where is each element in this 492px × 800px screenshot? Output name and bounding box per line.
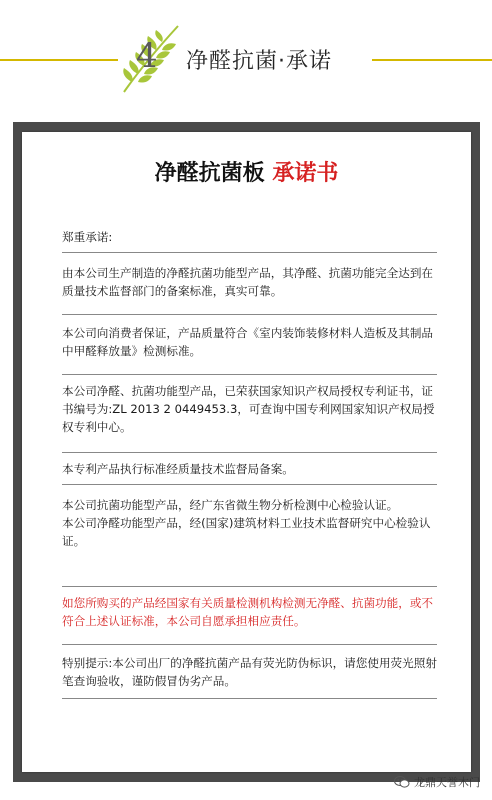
divider xyxy=(62,374,437,375)
header-divider-right xyxy=(372,59,492,61)
divider xyxy=(62,252,437,253)
paragraph-certification: 本公司抗菌功能型产品，经广东省微生物分析检测中心检验认证。 本公司净醛功能型产品，经(国家)建筑材料工业技术监督研究中心检验认证。 xyxy=(62,498,431,548)
watermark-text: 龙鼎天誉木门 xyxy=(414,776,480,789)
divider xyxy=(62,452,437,453)
paragraph-patent: 本公司净醛、抗菌功能型产品，已荣获国家知识产权局授权专利证书，证书编号为:ZL 2013 2 0449453.3，可查询中国专利网国家知识产权局授权专利中心。 xyxy=(62,384,435,434)
divider xyxy=(62,698,437,699)
document-paper xyxy=(22,132,471,772)
section-number: 4 xyxy=(136,36,158,76)
header-divider-left xyxy=(0,59,118,61)
divider xyxy=(62,644,437,645)
paragraph-quality: 本公司向消费者保证，产品质量符合《室内装饰装修材料人造板及其制品中甲醛释放量》检测标准。 xyxy=(62,326,434,358)
divider xyxy=(62,314,437,315)
section-title: 净醛抗菌·承诺 xyxy=(186,49,332,74)
section-header xyxy=(0,0,492,100)
paragraph-liability: 如您所购买的产品经国家有关质量检测机构检测无净醛、抗菌功能，或不符合上述认证标准，本公司自愿承担相应责任。 xyxy=(62,596,434,628)
paragraph-notice: 特别提示:本公司出厂的净醛抗菌产品有荧光防伪标识，请您使用荧光照射笔查询验收，谨防假冒伪劣产品。 xyxy=(62,656,437,688)
title-highlight: 承诺书 xyxy=(272,161,339,186)
watermark xyxy=(394,774,480,790)
paragraph-intro: 郑重承诺: xyxy=(62,230,113,244)
paragraph-standard: 由本公司生产制造的净醛抗菌功能型产品，其净醛、抗菌功能完全达到在质量技术监督部门的备案标准，真实可靠。 xyxy=(62,266,434,298)
document-title xyxy=(22,156,471,187)
title-main: 净醛抗菌板 xyxy=(154,161,273,186)
divider xyxy=(62,484,437,485)
wechat-icon xyxy=(394,775,410,789)
paragraph-filing: 本专利产品执行标准经质量技术监督局备案。 xyxy=(62,462,294,476)
divider xyxy=(62,586,437,587)
